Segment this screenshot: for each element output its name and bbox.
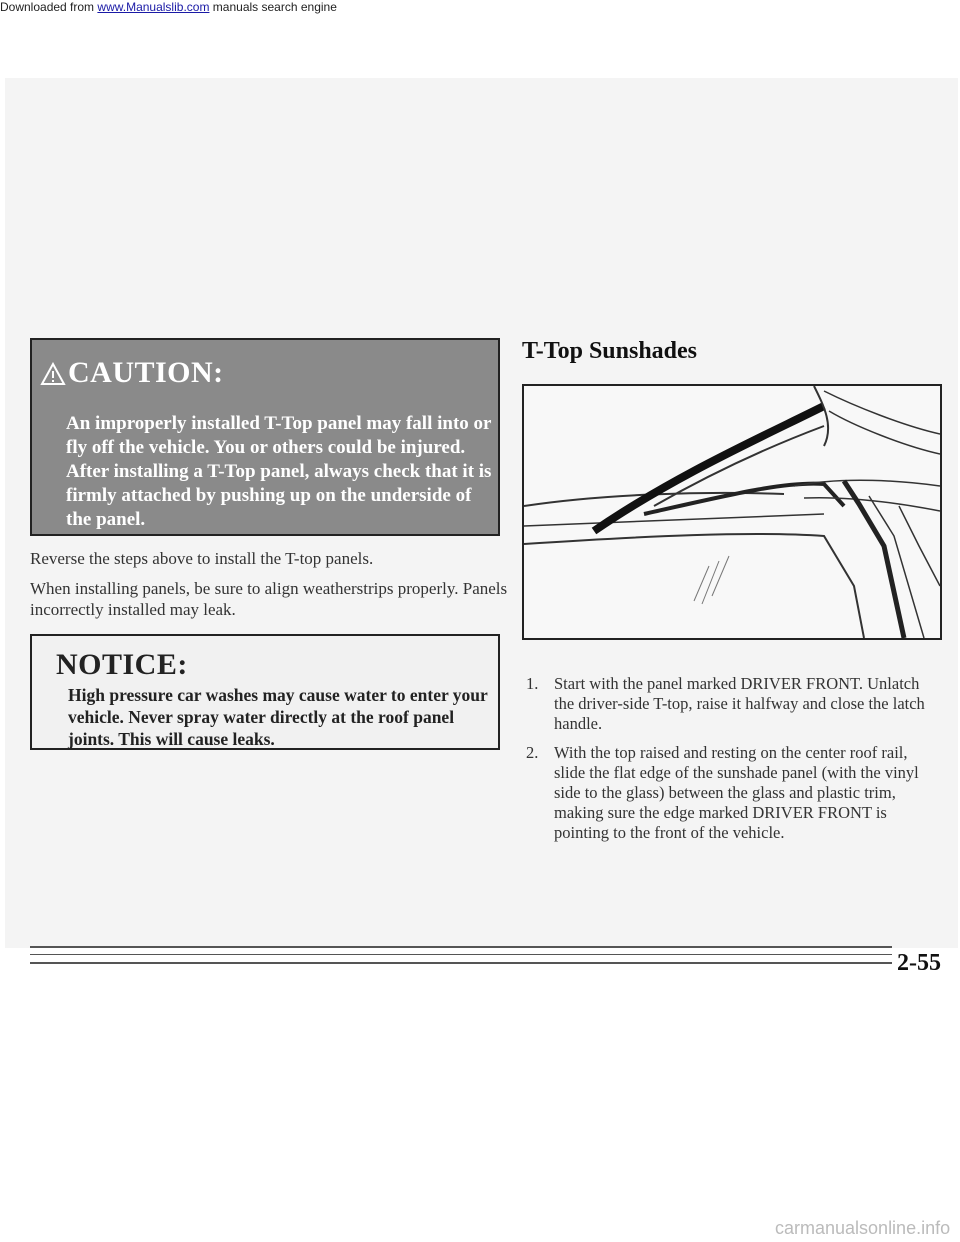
notice-box	[30, 634, 500, 750]
notice-title: NOTICE:	[56, 648, 188, 681]
step-text: Start with the panel marked DRIVER FRONT. Unlatch the driver-side T-top, raise it halfway and close the latch handle.	[554, 674, 925, 733]
steps-list	[522, 674, 942, 852]
download-header	[0, 0, 337, 14]
caution-title: CAUTION:	[68, 356, 224, 389]
footer-rule-top	[30, 946, 892, 948]
step-item	[522, 743, 942, 843]
caution-box	[30, 338, 500, 536]
step-number: 1.	[526, 674, 539, 693]
footer-rule-bottom	[30, 962, 892, 964]
install-paragraph: Reverse the steps above to install the T-top panels.	[30, 549, 374, 568]
sunshade-illustration	[522, 384, 942, 640]
step-number: 2.	[526, 743, 539, 762]
header-prefix: Downloaded from	[0, 0, 95, 14]
header-suffix: manuals search engine	[212, 0, 337, 14]
page-number: 2-55	[897, 950, 941, 976]
footer-rule-mid	[30, 954, 892, 955]
weatherstrip-paragraph: When installing panels, be sure to align weatherstrips properly. Panels incorrectly installed may leak.	[30, 579, 508, 619]
section-title: T-Top Sunshades	[522, 338, 698, 364]
warning-triangle-icon	[40, 362, 66, 386]
footer-watermark: carmanualsonline.info	[775, 1218, 951, 1238]
step-text: With the top raised and resting on the center roof rail, slide the flat edge of the sunshade panel (with the vinyl side to the glass) between the glass and plastic trim, making sure the edge marked DRIVER FRONT is pointing to the front of the vehicle.	[554, 743, 919, 842]
caution-text: An improperly installed T-Top panel may fall into or fly off the vehicle. You or others could be injured. After installing a T-Top panel, always check that it is firmly attached by pushing up on the underside of the panel.	[66, 413, 492, 530]
step-item	[522, 674, 942, 734]
sunshade-drawing	[524, 386, 940, 638]
manualslib-link[interactable]: www.Manualslib.com	[97, 0, 210, 14]
notice-text: High pressure car washes may cause water to enter your vehicle. Never spray water directly at the roof panel joints. This will cause leaks.	[68, 685, 488, 749]
